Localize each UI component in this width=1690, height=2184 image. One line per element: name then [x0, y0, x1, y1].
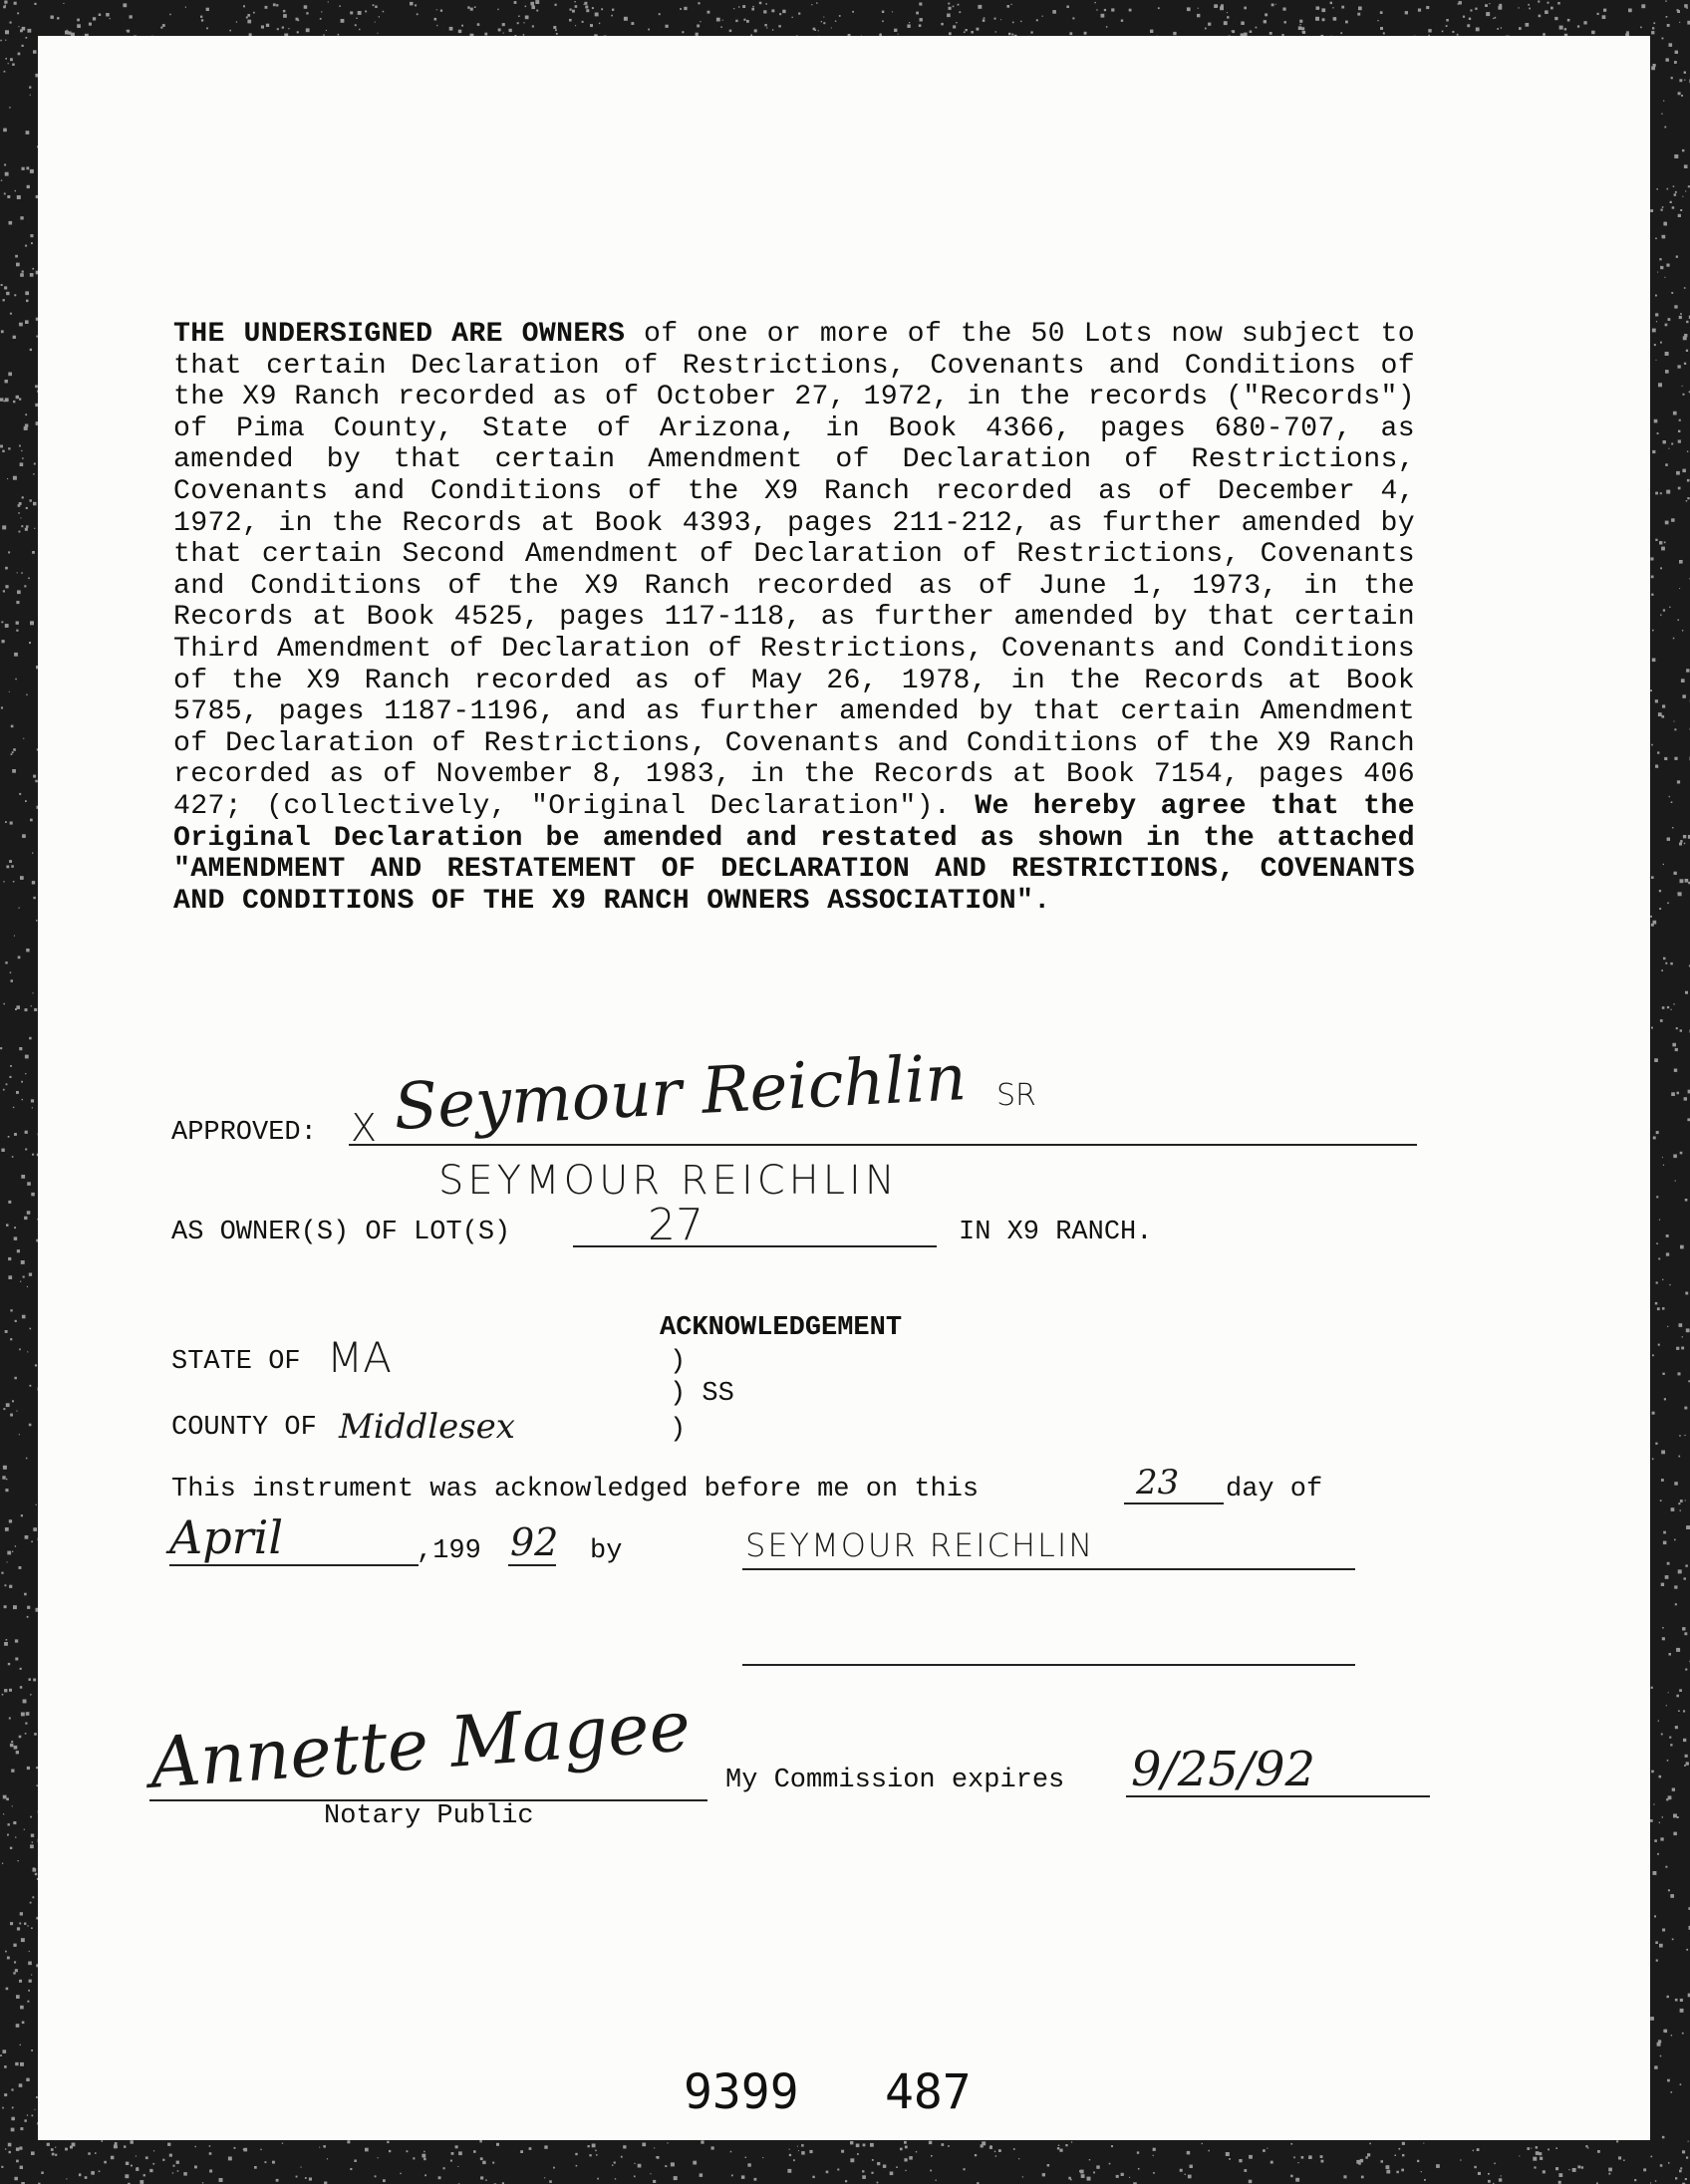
by-name: SEYMOUR REICHLIN [745, 1526, 1095, 1564]
month-value: April [169, 1510, 284, 1564]
paren-1: ) [670, 1347, 687, 1377]
owner-printed-name: SEYMOUR REICHLIN [438, 1158, 899, 1204]
lot-line [573, 1245, 937, 1247]
paren-ss: ) SS [670, 1379, 734, 1409]
year-line [508, 1564, 556, 1566]
declaration-closing: We hereby agree that the Original Declaration be amended and restated as shown in the attached "AMENDMENT AND RESTATEMENT OF DECLARATION AND RESTRICTIONS, COVENANTS AND CONDITIONS OF THE X9 RANCH OWNERS ASSOCIATION". [173, 790, 1416, 917]
x-mark: X [351, 1106, 378, 1150]
commission-value: 9/25/92 [1131, 1742, 1316, 1797]
signature-line [349, 1144, 1417, 1146]
acknowledged-sentence: This instrument was acknowledged before me on this [171, 1475, 980, 1504]
declaration-body: of one or more of the 50 Lots now subject to that certain Declaration of Restrictions, Covenants and Conditions of the X9 Ranch recorded as of October 27, 1972, in the records ("Records") of Pima County, State of Arizona, in Book 4366, pages 680-707, as amended by that certain Amendment of Declaration of Restrictions, Covenants and Conditions of the X9 Ranch recorded as of December 4, 1972, in the Records at Book 4393, pages 211-212, as further amended by that certain Second Amendment of Declaration of Restrictions, Covenants and Conditions of the X9 Ranch recorded as of June 1, 1973, in the Records at Book 4525, pages 117-118, as further amended by that certain Third Amendment of Declaration of Restrictions, Covenants and Conditions of the X9 Ranch recorded as of May 26, 1978, in the Records at Book 5785, pages 1187-1196, and as further amended by that certain Amendment of Declaration of Restrictions, Covenants and Conditions of the X9 Ranch recorded as of November 8, 1983, in the Records at Book 7154, pages 406 427; (collectively, "Original Declaration"). [173, 319, 1416, 822]
year-value: 92 [510, 1520, 559, 1564]
ranch-label: IN X9 RANCH. [959, 1218, 1153, 1247]
county-value: Middlesex [339, 1407, 515, 1447]
notary-signature: Annette Magee [146, 1685, 694, 1804]
commission-line [1126, 1795, 1430, 1797]
second-by-line [742, 1664, 1355, 1666]
owner-signature: Seymour Reichlin [392, 1041, 969, 1145]
declaration-paragraph [173, 319, 1415, 917]
state-label: STATE OF [171, 1347, 301, 1377]
approved-label: APPROVED: [171, 1118, 317, 1148]
book-number: 9399 [684, 2064, 799, 2120]
owner-of-lots-label: AS OWNER(S) OF LOT(S) [171, 1218, 511, 1247]
state-value: MA [327, 1333, 392, 1382]
owner-initials: SR [996, 1078, 1036, 1113]
county-label: COUNTY OF [171, 1413, 317, 1443]
commission-label: My Commission expires [725, 1766, 1065, 1795]
year-prefix: ,199 [417, 1536, 481, 1566]
acknowledgement-heading: ACKNOWLEDGEMENT [660, 1313, 903, 1343]
by-line [742, 1568, 1355, 1570]
page-number: 487 [885, 2064, 972, 2120]
by-label: by [590, 1536, 623, 1566]
lot-number: 27 [648, 1200, 704, 1250]
paren-3: ) [670, 1415, 687, 1445]
day-of-label: day of [1226, 1475, 1323, 1504]
notary-public-label: Notary Public [324, 1801, 534, 1831]
month-line [169, 1564, 419, 1566]
day-line [1124, 1502, 1224, 1504]
declaration-lead: THE UNDERSIGNED ARE OWNERS [173, 319, 626, 350]
day-value: 23 [1136, 1463, 1180, 1502]
